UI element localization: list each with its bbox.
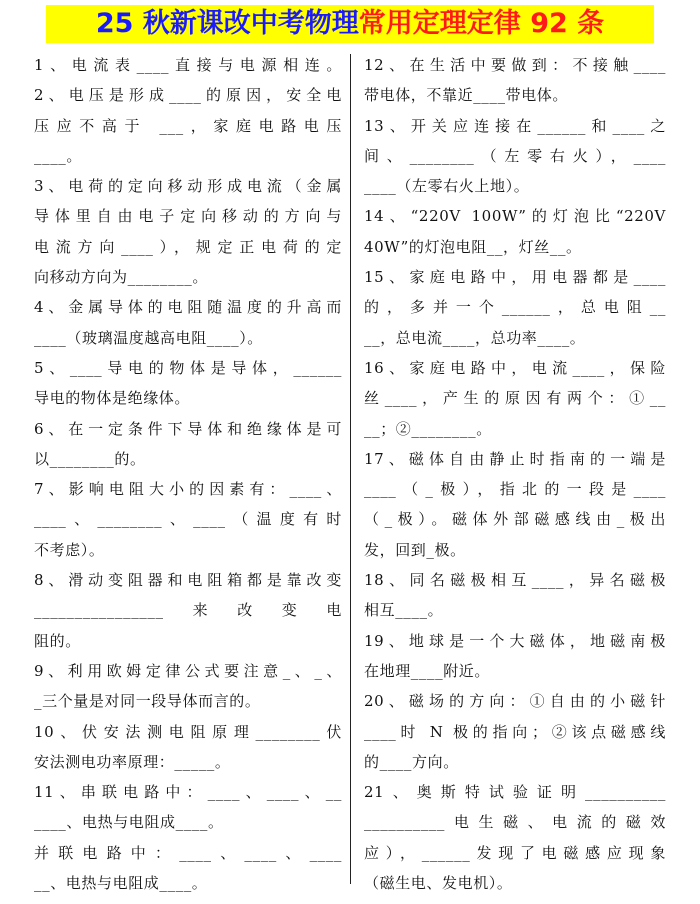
text-line: 的，多并一个______，总电阻__ bbox=[364, 298, 666, 317]
text-line: 7、影响电阻大小的因素有：____、 bbox=[34, 480, 342, 499]
text-line: 导体里自由电子定向移动的方向与 bbox=[34, 207, 342, 226]
title-part-blue: 25 秋新课改中考物理 bbox=[95, 8, 359, 39]
title-part-red: 常用定理定律 92 条 bbox=[358, 8, 605, 39]
text-line: 9、利用欧姆定律公式要注意_、_、 bbox=[34, 661, 342, 680]
column-divider bbox=[350, 54, 351, 884]
right-column bbox=[364, 50, 666, 898]
text-line: 向移动方向为________。 bbox=[34, 268, 209, 287]
text-line: ____（左零右火上地）。 bbox=[364, 177, 530, 196]
text-line: 不考虑）。 bbox=[34, 540, 105, 559]
text-line: 18、同名磁极相互____，异名磁极 bbox=[364, 571, 666, 590]
text-line: __，总电流____，总功率____。 bbox=[364, 328, 586, 347]
text-line: 电流方向____），规定正电荷的定 bbox=[34, 237, 342, 256]
text-line: 14、“220V 100W”的灯泡比“220V bbox=[364, 207, 666, 226]
text-line: 以________的。 bbox=[34, 449, 146, 468]
text-line: 相互____。 bbox=[364, 601, 444, 620]
text-line: 间、________（左零右火），____ bbox=[364, 146, 666, 165]
text-line: ____时 N 极的指向；②该点磁感线 bbox=[364, 722, 666, 741]
text-line: 1、电流表____直接与电源相连。 bbox=[34, 56, 342, 74]
text-line: 21、奥斯特试验证明__________ bbox=[364, 783, 666, 802]
text-line: 的____方向。 bbox=[364, 752, 459, 771]
text-line: 12、在生活中要做到：不接触____ bbox=[364, 56, 666, 74]
text-line: 安法测电功率原理：_____。 bbox=[34, 752, 231, 771]
text-line: ____（玻璃温度越高电阻____）。 bbox=[34, 328, 263, 347]
text-line: 11、串联电路中：____、____、__ bbox=[34, 783, 342, 802]
text-line: 阻的。 bbox=[34, 631, 81, 650]
text-line: __________电生磁、电流的磁效 bbox=[364, 813, 666, 832]
text-line: （_极）。磁体外部磁感线由_极出 bbox=[364, 510, 666, 529]
text-line: __；②________。 bbox=[364, 419, 492, 438]
text-line: 4、金属导体的电阻随温度的升高而 bbox=[34, 298, 342, 317]
text-line: 17、磁体自由静止时指南的一端是 bbox=[364, 449, 666, 468]
text-line: 应），______发现了电磁感应现象 bbox=[364, 843, 666, 862]
text-line: 16、家庭电路中，电流____，保险 bbox=[364, 358, 666, 377]
text-line: 6、在一定条件下导体和绝缘体是可 bbox=[34, 419, 342, 438]
text-line: 15、家庭电路中，用电器都是____ bbox=[364, 268, 666, 287]
text-line: 并联电路中：____、____、____ bbox=[34, 843, 342, 862]
text-line: 在地理____附近。 bbox=[364, 661, 491, 680]
text-line: 13、开关应连接在______和____之 bbox=[364, 116, 666, 135]
text-line: _三个量是对同一段导体而言的。 bbox=[34, 692, 261, 711]
text-line: 10、伏安法测电阻原理________伏 bbox=[34, 722, 342, 741]
text-line: 19、地球是一个大磁体，地磁南极 bbox=[364, 631, 666, 650]
text-line: 压应不高于 ___，家庭电路电压 bbox=[34, 116, 342, 135]
text-line: 3、电荷的定向移动形成电流（金属 bbox=[34, 177, 342, 196]
title-banner bbox=[46, 5, 654, 43]
text-line: __、电热与电阻成____。 bbox=[34, 874, 208, 893]
text-line: ____。 bbox=[34, 146, 83, 165]
left-column bbox=[34, 50, 342, 898]
text-line: 20、磁场的方向：①自由的小磁针 bbox=[364, 692, 666, 711]
text-line: 丝____，产生的原因有两个：①__ bbox=[364, 389, 666, 408]
text-line: ________________来改变电 bbox=[34, 601, 342, 620]
text-line: ____、________、____（温度有时 bbox=[34, 510, 342, 529]
text-line: 8、滑动变阻器和电阻箱都是靠改变 bbox=[34, 571, 342, 590]
text-line: 导电的物体是绝缘体。 bbox=[34, 389, 191, 408]
text-line: 2、电压是形成____的原因，安全电 bbox=[34, 86, 342, 105]
text-line: 带电体，不靠近____带电体。 bbox=[364, 86, 569, 105]
text-line: 40W”的灯泡电阻__，灯丝__。 bbox=[364, 237, 582, 256]
text-line: （磁生电、发电机）。 bbox=[364, 874, 513, 893]
text-line: 5、____导电的物体是导体，______ bbox=[34, 358, 342, 377]
text-line: 发，回到_极。 bbox=[364, 540, 466, 559]
text-line: ____、电热与电阻成____。 bbox=[34, 813, 224, 832]
text-line: ____（_极），指北的一段是____ bbox=[364, 480, 666, 499]
